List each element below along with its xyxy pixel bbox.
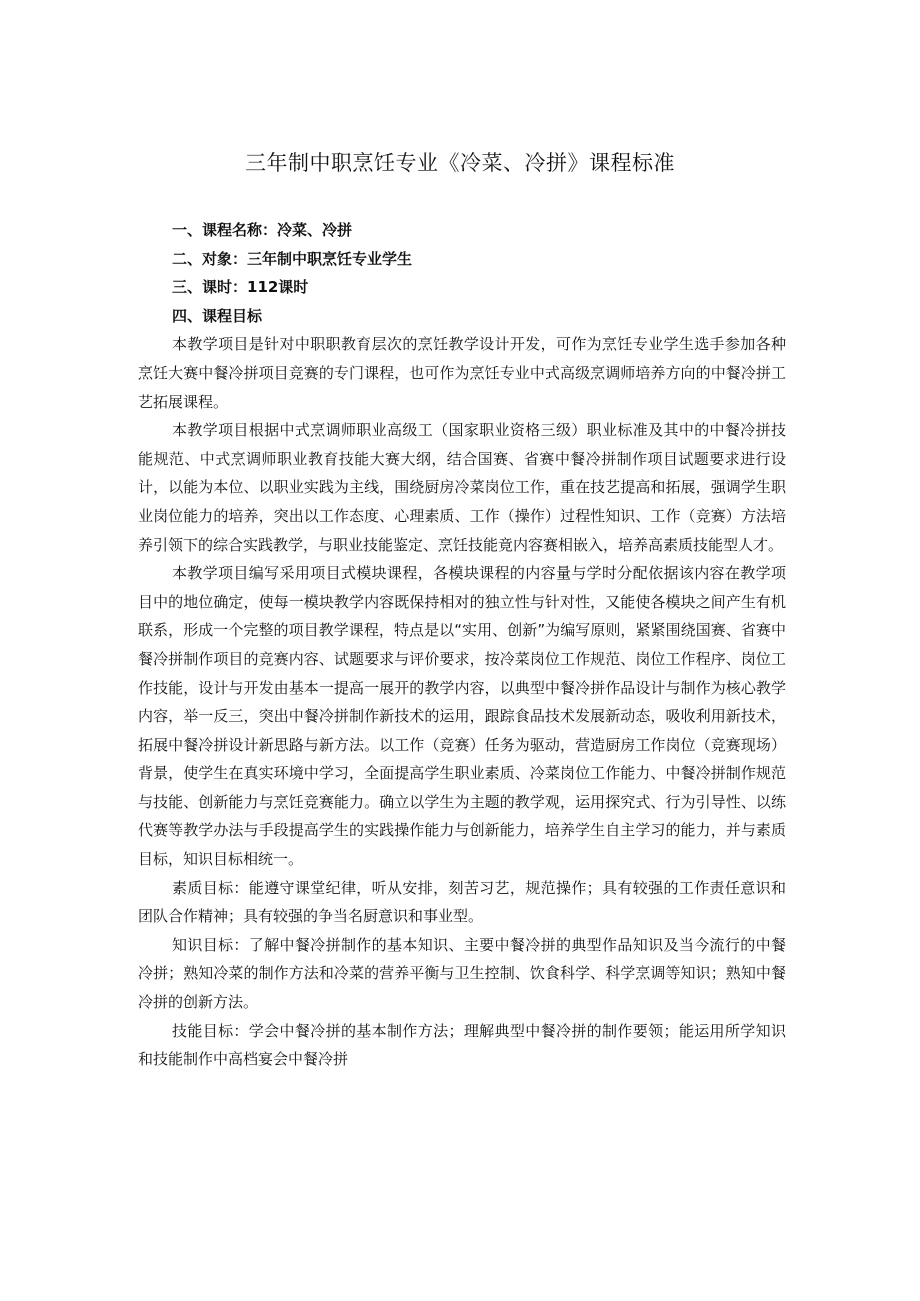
paragraph-structure: 本教学项目编写采用项目式模块课程，各模块课程的内容量与学时分配依据该内容在教学项目中的地位确定，使每一模块教学内容既保持相对的独立性与针对性，又能使各模块之间产生有机联系，形成一个完整的项目教学课程，特点是以“实用、创新”为编写原则，紧紧围绕国赛、省赛中餐冷拼制作项目的竞赛内容、试题要求与评价要求，按冷菜岗位工作规范、岗位工作程序、岗位工作技能，设计与开发由基本一提高一展开的教学内容，以典型中餐冷拼作品设计与制作为核心教学内容，举一反三，突出中餐冷拼制作新技术的运用，跟踪食品技术发展新动态，吸收利用新技术，拓展中餐冷拼设计新思路与新方法。以工作（竞赛）任务为驱动，营造厨房工作岗位（竞赛现场）背景，使学生在真实环境中学习，全面提高学生职业素质、冷菜岗位工作能力、中餐冷拼制作规范与技能、创新能力与烹饪竞赛能力。确立以学生为主题的教学观，运用探究式、行为引导性、以练代赛等教学办法与手段提高学生的实践操作能力与创新能力，培养学生自主学习的能力，并与素质目标，知识目标相统一。: [138, 564, 786, 869]
paragraph-skill-goal: 技能目标：学会中餐冷拼的基本制作方法；理解典型中餐冷拼的制作要领；能运用所学知识和技能制作中高档宴会中餐冷拼: [138, 1021, 786, 1069]
paragraph-intro: 本教学项目是针对中职职教育层次的烹饪教学设计开发，可作为烹饪专业学生选手参加各种烹饪大赛中餐冷拼项目竞赛的专门课程，也可作为烹饪专业中式高级烹调师培养方向的中餐冷拼工艺拓展课程。: [138, 335, 786, 411]
document-title: 三年制中职烹饪专业《冷菜、冷拼》课程标准: [245, 151, 675, 175]
section-heading-hours: 三、课时：112课时: [172, 278, 309, 297]
paragraph-knowledge-goal: 知识目标：了解中餐冷拼制作的基本知识、主要中餐冷拼的典型作品知识及当今流行的中餐冷拼；熟知冷菜的制作方法和冷菜的营养平衡与卫生控制、饮食科学、科学烹调等知识；熟知中餐冷拼的创新方法。: [138, 935, 786, 1012]
paragraph-basis: 本教学项目根据中式烹调师职业高级工（国家职业资格三级）职业标准及其中的中餐冷拼技能规范、中式烹调师职业教育技能大赛大纲，结合国赛、省赛中餐冷拼制作项目试题要求进行设计，以能为本位、以职业实践为主线，围绕厨房冷菜岗位工作，重在技艺提高和拓展，强调学生职业岗位能力的培养，突出以工作态度、心理素质、工作（操作）过程性知识、工作（竞赛）方法培养引领下的综合实践教学，与职业技能鉴定、烹饪技能竟内容赛相嵌入，培养高素质技能型人才。: [138, 421, 786, 554]
document-body: [138, 216, 786, 1074]
section-heading-objectives: 四、课程目标: [172, 306, 263, 325]
section-heading-course-name: 一、课程名称：冷菜、冷拼: [172, 221, 353, 239]
section-heading-audience: 二、对象：三年制中职烹饪专业学生: [172, 249, 413, 268]
paragraph-quality-goal: 素质目标：能遵守课堂纪律，听从安排，刻苦习艺，规范操作；具有较强的工作责任意识和团队合作精神；具有较强的争当名厨意识和事业型。: [138, 878, 786, 926]
